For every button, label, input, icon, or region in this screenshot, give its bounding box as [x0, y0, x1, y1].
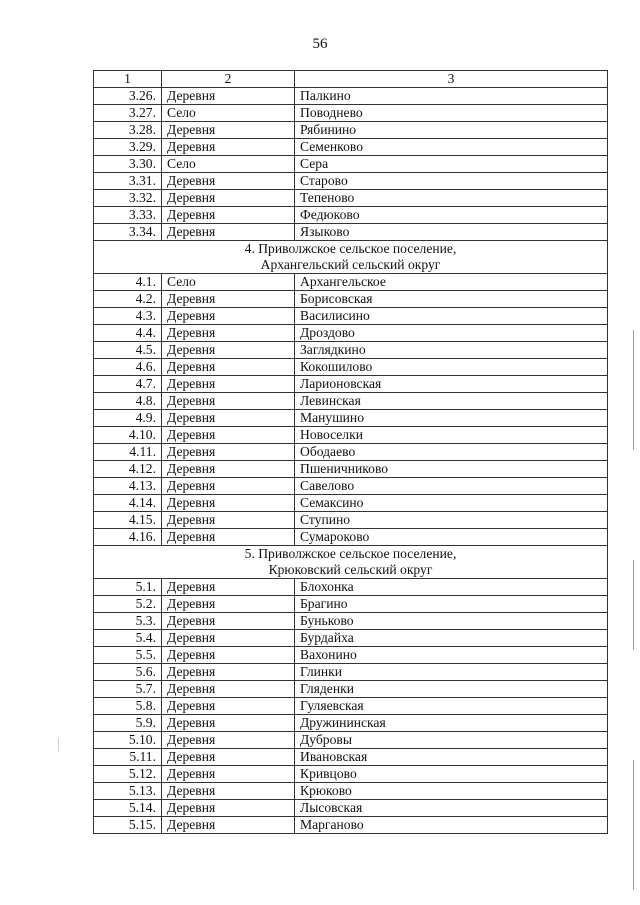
table-row — [94, 444, 608, 461]
table-row — [94, 139, 608, 156]
cell-settlement-name: Дружининская — [295, 715, 608, 732]
cell-settlement-type: Село — [162, 274, 295, 291]
cell-number: 3.27. — [94, 105, 162, 122]
table-row — [94, 207, 608, 224]
cell-settlement-type: Деревня — [162, 630, 295, 647]
cell-number: 4.10. — [94, 427, 162, 444]
cell-settlement-name: Василисино — [295, 308, 608, 325]
cell-number: 5.14. — [94, 800, 162, 817]
cell-number: 3.30. — [94, 156, 162, 173]
cell-settlement-type: Деревня — [162, 732, 295, 749]
cell-number: 5.5. — [94, 647, 162, 664]
cell-settlement-name: Пшеничниково — [295, 461, 608, 478]
section-title-line2: Крюковский сельский округ — [268, 562, 433, 577]
cell-settlement-type: Деревня — [162, 122, 295, 139]
cell-settlement-type: Деревня — [162, 512, 295, 529]
section-header-row — [94, 241, 608, 274]
cell-settlement-name: Дубровы — [295, 732, 608, 749]
cell-settlement-type: Деревня — [162, 376, 295, 393]
cell-settlement-type: Село — [162, 105, 295, 122]
scan-edge-mark — [633, 560, 634, 650]
cell-number: 3.28. — [94, 122, 162, 139]
cell-settlement-name: Левинская — [295, 393, 608, 410]
cell-number: 4.13. — [94, 478, 162, 495]
cell-settlement-name: Заглядкино — [295, 342, 608, 359]
cell-number: 5.3. — [94, 613, 162, 630]
table-row — [94, 715, 608, 732]
table-row — [94, 647, 608, 664]
cell-number: 4.15. — [94, 512, 162, 529]
cell-number: 3.29. — [94, 139, 162, 156]
cell-settlement-type: Деревня — [162, 478, 295, 495]
table-row — [94, 766, 608, 783]
cell-number: 3.33. — [94, 207, 162, 224]
cell-settlement-type: Село — [162, 156, 295, 173]
table-row — [94, 783, 608, 800]
cell-number: 4.4. — [94, 325, 162, 342]
cell-settlement-type: Деревня — [162, 325, 295, 342]
table-row — [94, 427, 608, 444]
table-row — [94, 190, 608, 207]
cell-settlement-name: Бурдайха — [295, 630, 608, 647]
cell-settlement-type: Деревня — [162, 766, 295, 783]
table-row — [94, 325, 608, 342]
cell-settlement-type: Деревня — [162, 173, 295, 190]
section-title-line1: 5. Приволжское сельское поселение, — [244, 546, 457, 561]
cell-settlement-name: Палкино — [295, 88, 608, 105]
cell-settlement-type: Деревня — [162, 393, 295, 410]
cell-settlement-type: Деревня — [162, 681, 295, 698]
cell-settlement-type: Деревня — [162, 359, 295, 376]
cell-number: 4.7. — [94, 376, 162, 393]
cell-number: 5.6. — [94, 664, 162, 681]
table-row — [94, 749, 608, 766]
cell-settlement-name: Крюково — [295, 783, 608, 800]
cell-number: 5.7. — [94, 681, 162, 698]
cell-settlement-type: Деревня — [162, 224, 295, 241]
section-header-row — [94, 546, 608, 579]
cell-settlement-type: Деревня — [162, 749, 295, 766]
table-row — [94, 681, 608, 698]
cell-number: 4.1. — [94, 274, 162, 291]
cell-number: 5.4. — [94, 630, 162, 647]
cell-number: 3.31. — [94, 173, 162, 190]
table-row — [94, 376, 608, 393]
cell-number: 4.14. — [94, 495, 162, 512]
table-row — [94, 732, 608, 749]
table-row — [94, 478, 608, 495]
table-row — [94, 173, 608, 190]
column-header-name: 3 — [295, 71, 608, 88]
cell-settlement-name: Лысовская — [295, 800, 608, 817]
cell-settlement-name: Рябинино — [295, 122, 608, 139]
cell-settlement-type: Деревня — [162, 495, 295, 512]
table-row — [94, 342, 608, 359]
cell-settlement-name: Гляденки — [295, 681, 608, 698]
cell-settlement-name: Языково — [295, 224, 608, 241]
cell-settlement-name: Глинки — [295, 664, 608, 681]
cell-number: 4.11. — [94, 444, 162, 461]
cell-settlement-type: Деревня — [162, 427, 295, 444]
table-row — [94, 664, 608, 681]
table-row — [94, 359, 608, 376]
cell-settlement-type: Деревня — [162, 207, 295, 224]
cell-number: 5.11. — [94, 749, 162, 766]
cell-settlement-name: Новоселки — [295, 427, 608, 444]
section-title — [94, 546, 608, 579]
cell-settlement-type: Деревня — [162, 139, 295, 156]
cell-settlement-type: Деревня — [162, 715, 295, 732]
cell-settlement-name: Савелово — [295, 478, 608, 495]
cell-number: 4.5. — [94, 342, 162, 359]
cell-settlement-type: Деревня — [162, 579, 295, 596]
cell-settlement-type: Деревня — [162, 529, 295, 546]
cell-number: 4.6. — [94, 359, 162, 376]
cell-settlement-name: Сера — [295, 156, 608, 173]
cell-settlement-type: Деревня — [162, 190, 295, 207]
table-row — [94, 596, 608, 613]
cell-settlement-name: Брагино — [295, 596, 608, 613]
table-row — [94, 291, 608, 308]
cell-number: 4.3. — [94, 308, 162, 325]
cell-settlement-name: Старово — [295, 173, 608, 190]
settlements-table — [93, 70, 608, 834]
cell-settlement-type: Деревня — [162, 461, 295, 478]
cell-settlement-name: Манушино — [295, 410, 608, 427]
cell-settlement-name: Борисовская — [295, 291, 608, 308]
cell-settlement-type: Деревня — [162, 410, 295, 427]
column-header-number: 1 — [94, 71, 162, 88]
cell-settlement-type: Деревня — [162, 647, 295, 664]
table-header — [94, 71, 608, 88]
cell-number: 5.1. — [94, 579, 162, 596]
cell-settlement-type: Деревня — [162, 664, 295, 681]
table-row — [94, 613, 608, 630]
table-row — [94, 630, 608, 647]
table-row — [94, 274, 608, 291]
section-title — [94, 241, 608, 274]
cell-settlement-name: Ивановская — [295, 749, 608, 766]
cell-settlement-name: Поводнево — [295, 105, 608, 122]
cell-settlement-type: Деревня — [162, 817, 295, 834]
cell-number: 3.26. — [94, 88, 162, 105]
section-title-line1: 4. Приволжское сельское поселение, — [244, 241, 457, 256]
cell-number: 3.34. — [94, 224, 162, 241]
cell-number: 4.9. — [94, 410, 162, 427]
cell-settlement-name: Тепеново — [295, 190, 608, 207]
cell-settlement-name: Марганово — [295, 817, 608, 834]
cell-settlement-name: Ларионовская — [295, 376, 608, 393]
table-row — [94, 122, 608, 139]
cell-settlement-type: Деревня — [162, 596, 295, 613]
table-row — [94, 800, 608, 817]
cell-number: 5.2. — [94, 596, 162, 613]
scan-fold-mark — [58, 738, 59, 752]
table-row — [94, 410, 608, 427]
column-header-type: 2 — [162, 71, 295, 88]
cell-settlement-name: Семенково — [295, 139, 608, 156]
table-row — [94, 156, 608, 173]
table-row — [94, 224, 608, 241]
cell-number: 4.12. — [94, 461, 162, 478]
cell-settlement-type: Деревня — [162, 800, 295, 817]
cell-number: 5.12. — [94, 766, 162, 783]
cell-settlement-name: Дроздово — [295, 325, 608, 342]
cell-settlement-type: Деревня — [162, 613, 295, 630]
table-row — [94, 817, 608, 834]
cell-settlement-name: Гуляевская — [295, 698, 608, 715]
cell-settlement-name: Кокошилово — [295, 359, 608, 376]
cell-number: 3.32. — [94, 190, 162, 207]
table-row — [94, 308, 608, 325]
cell-settlement-name: Архангельское — [295, 274, 608, 291]
cell-settlement-type: Деревня — [162, 88, 295, 105]
table-row — [94, 512, 608, 529]
table-row — [94, 698, 608, 715]
cell-settlement-type: Деревня — [162, 444, 295, 461]
cell-settlement-type: Деревня — [162, 783, 295, 800]
table-row — [94, 495, 608, 512]
cell-settlement-name: Сумароково — [295, 529, 608, 546]
cell-number: 4.8. — [94, 393, 162, 410]
cell-number: 5.15. — [94, 817, 162, 834]
cell-settlement-name: Ободаево — [295, 444, 608, 461]
cell-number: 4.16. — [94, 529, 162, 546]
table-body — [94, 88, 608, 834]
cell-settlement-name: Кривцово — [295, 766, 608, 783]
cell-settlement-type: Деревня — [162, 698, 295, 715]
scan-edge-mark — [633, 760, 634, 890]
table-row — [94, 529, 608, 546]
table-row — [94, 105, 608, 122]
cell-settlement-name: Ступино — [295, 512, 608, 529]
cell-settlement-name: Буньково — [295, 613, 608, 630]
cell-settlement-type: Деревня — [162, 308, 295, 325]
table-row — [94, 461, 608, 478]
cell-number: 5.13. — [94, 783, 162, 800]
cell-settlement-type: Деревня — [162, 342, 295, 359]
cell-settlement-name: Блохонка — [295, 579, 608, 596]
scan-edge-mark — [633, 330, 634, 450]
table-row — [94, 88, 608, 105]
cell-settlement-type: Деревня — [162, 291, 295, 308]
table-row — [94, 393, 608, 410]
table-header-row — [94, 71, 608, 88]
cell-number: 5.9. — [94, 715, 162, 732]
page-number: 56 — [312, 36, 328, 52]
section-title-line2: Архангельский сельский округ — [260, 257, 441, 272]
cell-number: 5.10. — [94, 732, 162, 749]
cell-number: 5.8. — [94, 698, 162, 715]
cell-number: 4.2. — [94, 291, 162, 308]
table-row — [94, 579, 608, 596]
cell-settlement-name: Семаксино — [295, 495, 608, 512]
cell-settlement-name: Федюково — [295, 207, 608, 224]
cell-settlement-name: Вахонино — [295, 647, 608, 664]
